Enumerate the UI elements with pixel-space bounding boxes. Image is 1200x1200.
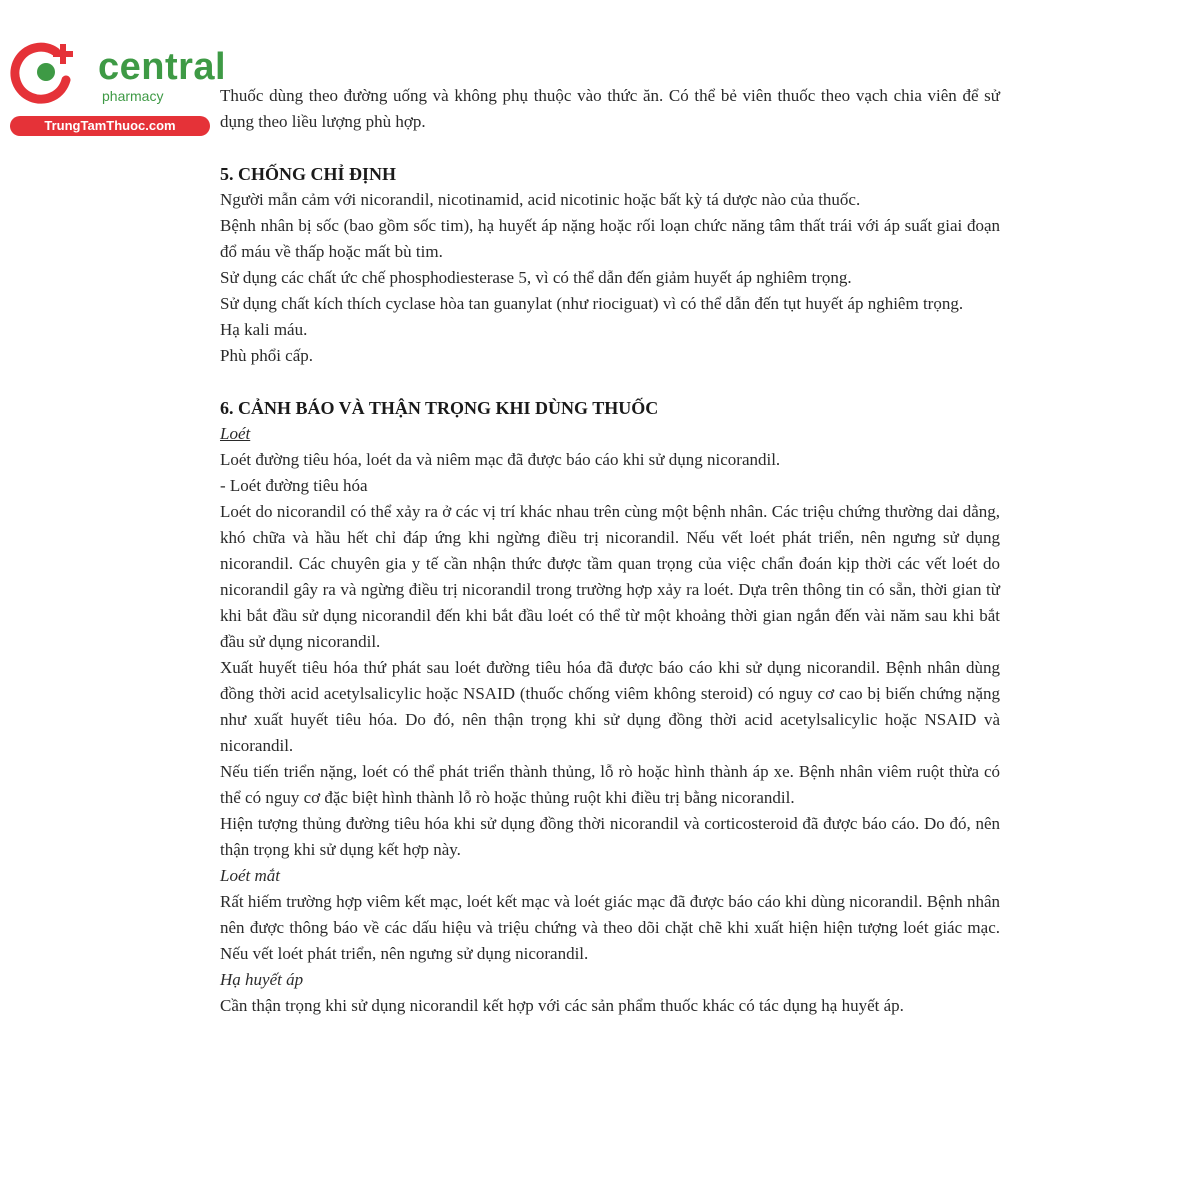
brand-name: central xyxy=(98,46,227,88)
contraindication-item: Người mẫn cảm với nicorandil, nicotinamid, acid nicotinic hoặc bất kỳ tá dược nào của thuốc. xyxy=(220,190,861,209)
subheading-ulcer: Loét xyxy=(220,424,251,443)
subheading-eye-ulcer: Loét mắt xyxy=(220,866,280,885)
paragraph: Loét đường tiêu hóa, loét da và niêm mạc đã được báo cáo khi sử dụng nicorandil. xyxy=(220,450,781,469)
paragraph: Hiện tượng thủng đường tiêu hóa khi sử dụng đồng thời nicorandil và corticosteroid đã được báo cáo. Do đó, nên thận trọng khi sử dụng kết hợp này. xyxy=(220,814,1000,859)
contraindication-item: Sử dụng chất kích thích cyclase hòa tan guanylat (như riociguat) vì có thể dẫn đến tụt huyết áp nghiêm trọng. xyxy=(220,294,964,313)
paragraph: Xuất huyết tiêu hóa thứ phát sau loét đường tiêu hóa đã được báo cáo khi sử dụng nicorandil. Bệnh nhân dùng đồng thời acid acetylsalicylic hoặc NSAID (thuốc chống viêm không steroid) có nguy cơ cao bị biến chứng nặng như xuất huyết tiêu hóa. Do đó, nên thận trọng khi sử dụng đồng thời acid acetylsalicylic hoặc NSAID và nicorandil. xyxy=(220,658,1000,755)
paragraph: Rất hiếm trường hợp viêm kết mạc, loét kết mạc và loét giác mạc đã được báo cáo khi dùng nicorandil. Bệnh nhân nên được thông báo về các dấu hiệu và triệu chứng và theo dõi chặt chẽ khi xuất hiện hiện tượng loét giác mạc. Nếu vết loét phát triển, nên ngưng sử dụng nicorandil. xyxy=(220,892,1000,963)
intro-paragraph: Thuốc dùng theo đường uống và không phụ thuộc vào thức ăn. Có thể bẻ viên thuốc theo vạch chia viên để sử dụng theo liều lượng phù hợp. xyxy=(220,86,1000,131)
section-6-heading: 6. CẢNH BÁO VÀ THẬN TRỌNG KHI DÙNG THUỐC xyxy=(220,398,659,418)
subheading-hypotension: Hạ huyết áp xyxy=(220,970,304,989)
central-pharmacy-logo[interactable] xyxy=(10,36,227,136)
contraindication-item: Sử dụng các chất ức chế phosphodiesterase 5, vì có thể dẫn đến giảm huyết áp nghiêm trọng. xyxy=(220,268,852,287)
paragraph: Cần thận trọng khi sử dụng nicorandil kết hợp với các sản phẩm thuốc khác có tác dụng hạ huyết áp. xyxy=(220,996,904,1015)
paragraph: - Loét đường tiêu hóa xyxy=(220,476,368,495)
section-5-heading: 5. CHỐNG CHỈ ĐỊNH xyxy=(220,164,397,184)
contraindication-item: Phù phổi cấp. xyxy=(220,346,314,365)
pharmacy-logo-icon xyxy=(10,36,82,108)
site-url-badge[interactable]: TrungTamThuoc.com xyxy=(10,116,210,136)
paragraph: Nếu tiến triển nặng, loét có thể phát triển thành thủng, lỗ rò hoặc hình thành áp xe. Bệnh nhân viêm ruột thừa có thể có nguy cơ đặc biệt hình thành lỗ rò hoặc thủng ruột khi điều trị bằng nicorandil. xyxy=(220,762,1000,807)
brand-subtitle: pharmacy xyxy=(102,88,164,104)
contraindication-item: Bệnh nhân bị sốc (bao gồm sốc tim), hạ huyết áp nặng hoặc rối loạn chức năng tâm thất trái với áp suất giai đoạn đổ máu về thấp hoặc mất bù tim. xyxy=(220,216,1000,261)
brand-text xyxy=(98,48,226,103)
contraindication-item: Hạ kali máu. xyxy=(220,320,308,339)
document-body xyxy=(220,83,1000,1019)
paragraph: Loét do nicorandil có thể xảy ra ở các vị trí khác nhau trên cùng một bệnh nhân. Các triệu chứng thường dai dẳng, khó chữa và hầu hết chỉ đáp ứng khi ngừng điều trị nicorandil. Nếu vết loét phát triển, nên ngưng sử dụng nicorandil. Các chuyên gia y tế cần nhận thức được tầm quan trọng của việc chẩn đoán kịp thời các vết loét do nicorandil gây ra và ngừng điều trị nicorandil trong trường hợp xảy ra loét. Dựa trên thông tin có sẵn, thời gian từ khi bắt đầu sử dụng nicorandil đến khi bắt đầu loét có thể từ một khoảng thời gian ngắn đến vài năm sau khi bắt đầu sử dụng nicorandil. xyxy=(220,502,1000,651)
